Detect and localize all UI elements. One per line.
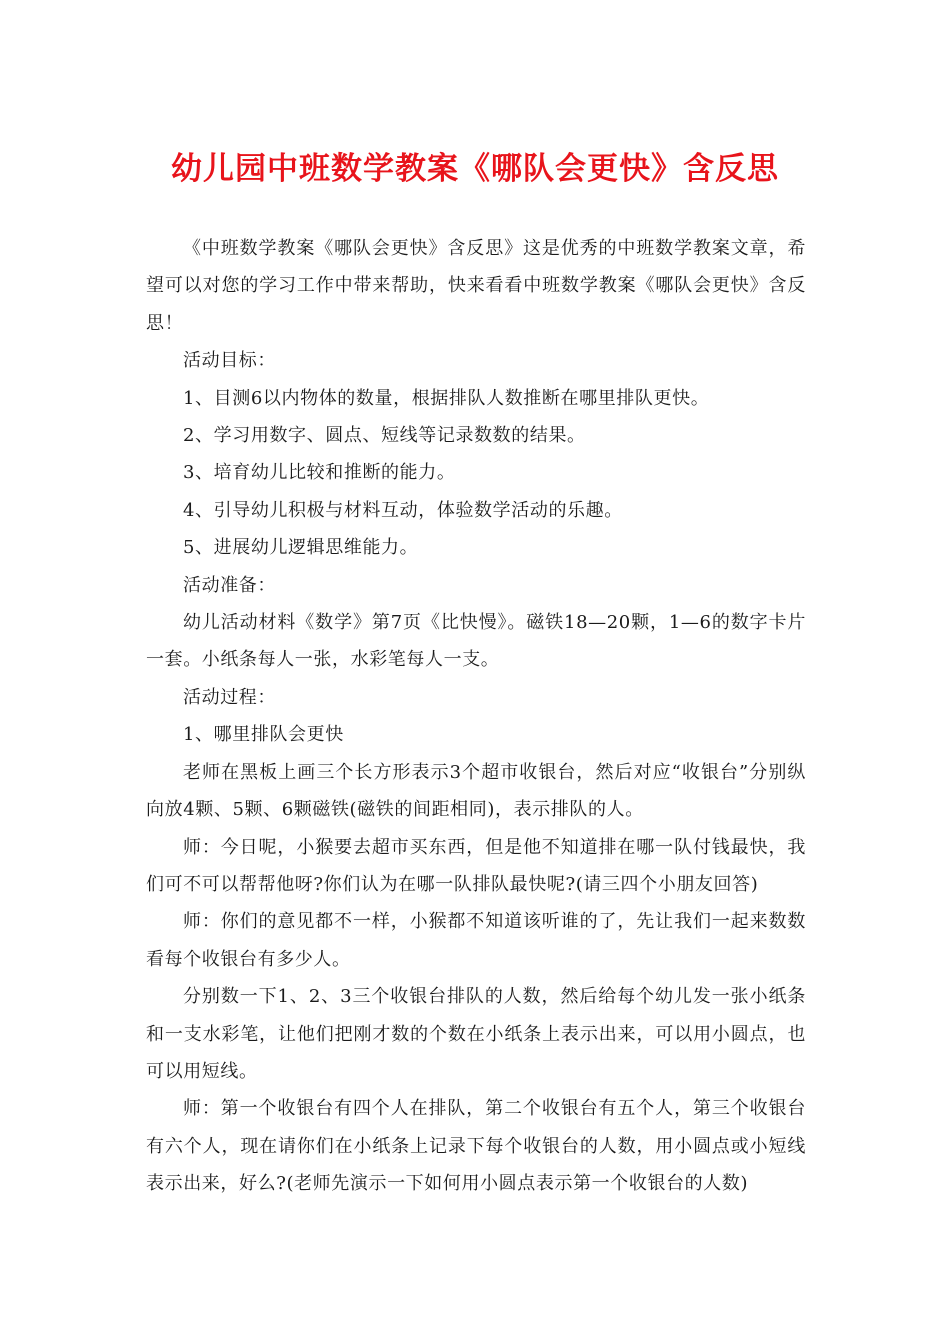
goal-item: 4、引导幼儿积极与材料互动，体验数学活动的乐趣。 bbox=[183, 499, 623, 521]
goal-item: 3、培育幼儿比较和推断的能力。 bbox=[183, 462, 456, 484]
process-paragraph: 师：第一个收银台有四个人在排队，第二个收银台有五个人，第三个收银台有六个人，现在请你们在小纸条上记录下每个收银台的人数，用小圆点或小短线表示出来，好么?(老师先演示一下如何用小圆点表示第一个收银台的人数) bbox=[146, 1098, 806, 1195]
section-heading-process: 活动过程： bbox=[183, 686, 276, 708]
goal-item: 5、进展幼儿逻辑思维能力。 bbox=[183, 537, 419, 559]
intro-paragraph: 《中班数学教案《哪队会更快》含反思》这是优秀的中班数学教案文章，希望可以对您的学习工作中带来帮助，快来看看中班数学教案《哪队会更快》含反思！ bbox=[146, 238, 806, 334]
process-paragraph: 师：今日呢，小猴要去超市买东西，但是他不知道排在哪一队付钱最快，我们可不可以帮帮他呀?你们认为在哪一队排队最快呢?(请三四个小朋友回答) bbox=[146, 836, 806, 895]
process-step-heading: 1、哪里排队会更快 bbox=[183, 724, 344, 746]
process-paragraph: 分别数一下1、2、3三个收银台排队的人数，然后给每个幼儿发一张小纸条和一支水彩笔，让他们把刚才数的个数在小纸条上表示出来，可以用小圆点，也可以用短线。 bbox=[146, 986, 806, 1082]
section-heading-preparation: 活动准备： bbox=[183, 574, 276, 596]
document-body bbox=[146, 230, 806, 1203]
goal-item: 2、学习用数字、圆点、短线等记录数数的结果。 bbox=[183, 425, 586, 447]
process-paragraph: 师：你们的意见都不一样，小猴都不知道该听谁的了，先让我们一起来数数看每个收银台有多少人。 bbox=[146, 911, 806, 970]
goal-item: 1、目测6以内物体的数量，根据排队人数推断在哪里排队更快。 bbox=[183, 387, 710, 409]
section-heading-goals: 活动目标： bbox=[183, 350, 276, 372]
process-paragraph: 老师在黑板上画三个长方形表示3个超市收银台，然后对应“收银台”分别纵向放4颗、5颗、6颗磁铁(磁铁的间距相同)，表示排队的人。 bbox=[146, 761, 806, 821]
preparation-paragraph: 幼儿活动材料《数学》第7页《比快慢》。磁铁18—20颗，1—6的数字卡片一套。小纸条每人一张，水彩笔每人一支。 bbox=[146, 612, 806, 671]
document-title: 幼儿园中班数学教案《哪队会更快》含反思 bbox=[171, 151, 779, 187]
